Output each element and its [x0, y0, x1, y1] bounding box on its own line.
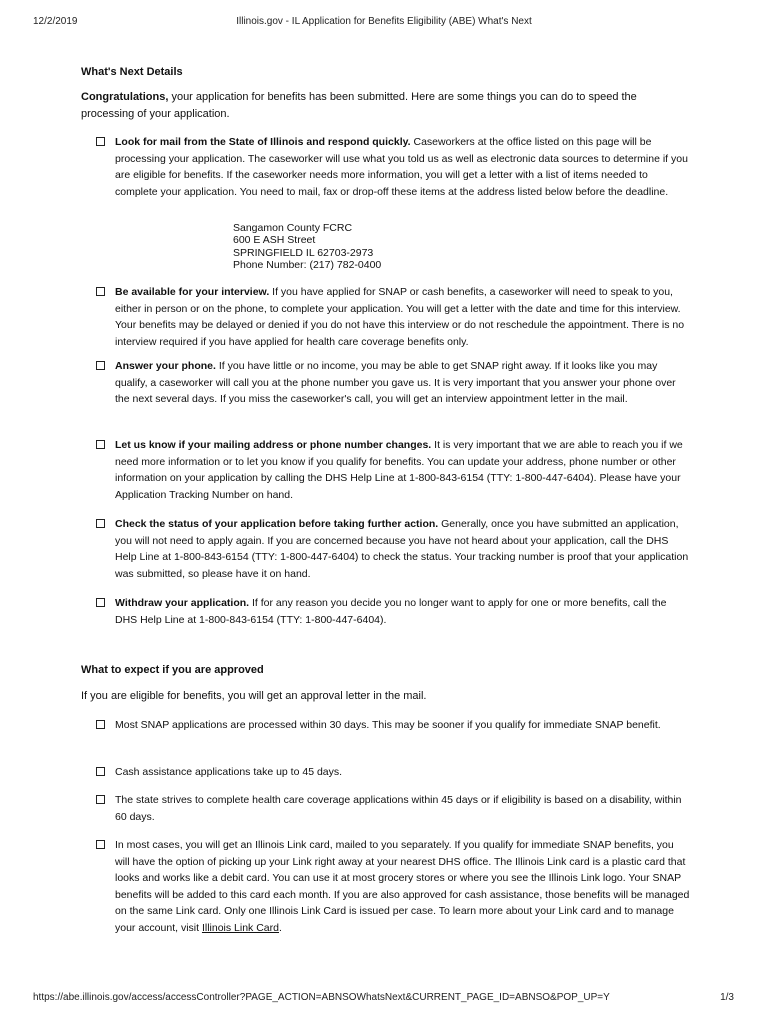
checklist-item-phone: [96, 358, 691, 408]
item-text: Cash assistance applications take up to 45 days.: [115, 766, 343, 778]
print-url: https://abe.illinois.gov/access/accessController?PAGE_ACTION=ABNSOWhatsNext&CURRENT_PAGE_ID=ABNSO&POP_UP=Y: [33, 992, 610, 1003]
checkbox[interactable]: [96, 519, 105, 528]
print-page-title: Illinois.gov - IL Application for Benefits Eligibility (ABE) What's Next: [236, 16, 532, 27]
office-address: [233, 222, 381, 272]
office-city: SPRINGFIELD IL 62703-2973: [233, 246, 374, 259]
print-date: 12/2/2019: [33, 16, 78, 27]
office-name: Sangamon County FCRC: [233, 222, 353, 234]
item-bold: Let us know if your mailing address or phone number changes.: [115, 439, 432, 451]
page-number: 1/3: [720, 992, 734, 1003]
congrats-text: your application for benefits has been submitted. Here are some things you can do to speed the processing of your application.: [81, 91, 637, 120]
approved-heading: What to expect if you are approved: [81, 664, 264, 676]
illinois-link-card-link[interactable]: Illinois Link Card: [201, 921, 279, 934]
item-bold: Withdraw your application.: [115, 597, 250, 609]
item-bold: Be available for your interview.: [115, 286, 270, 298]
item-bold: Answer your phone.: [115, 360, 216, 372]
office-phone: Phone Number: (217) 782-0400: [233, 259, 382, 272]
item-text: In most cases, you will get an Illinois Link card, mailed to you separately. If you qualify for immediate SNAP benefits, you will have the option of picking up your Link right away at your nearest DHS office. The Illinois Link card is a plastic card that looks and works like a debit card. You can use it at most grocery stores or where you see the Illinois Link logo. Your SNAP benefits will be added to this card each month. If you are also approved for cash assistance, those benefits will be managed on the same Link card. Only one Illinois Link Card is issued per case. To learn more about your Link card and to manage your account, visit: [115, 839, 690, 934]
checklist-item-status: [96, 516, 691, 582]
checklist-item-withdraw: [96, 595, 691, 628]
approved-intro: If you are eligible for benefits, you will get an approval letter in the mail.: [81, 690, 427, 702]
whats-next-heading: What's Next Details: [81, 66, 183, 78]
congrats-bold: Congratulations,: [81, 91, 169, 103]
item-bold: Check the status of your application before taking further action.: [115, 518, 439, 530]
item-text: Most SNAP applications are processed within 30 days. This may be sooner if you qualify for immediate SNAP benefit.: [115, 719, 661, 731]
checklist-item-interview: [96, 284, 691, 350]
checkbox[interactable]: [96, 767, 105, 776]
checklist-item-address-change: [96, 437, 691, 503]
office-street: 600 E ASH Street: [233, 234, 316, 247]
checkbox[interactable]: [96, 720, 105, 729]
approved-item-cash: [96, 764, 691, 781]
item-text: Generally, once you have submitted an application, you will not need to apply again. If you are concerned because you have not heard about your application, call the DHS Help Line at 1-800-843-6154 (TTY: 1-800-447-6404) to check the status. Your tracking number is proof that your application was submitted, so please have it on hand.: [115, 518, 689, 580]
approved-item-snap: [96, 717, 691, 734]
item-bold: Look for mail from the State of Illinois and respond quickly.: [115, 136, 411, 148]
checkbox[interactable]: [96, 137, 105, 146]
item-text: It is very important that we are able to reach you if we need more information or to let you know if you qualify for benefits. You can update your address, phone number or other information on your application by calling the DHS Help Line at 1-800-843-6154 (TTY: 1-800-447-6404). Please have your Application Tracking Number on hand.: [115, 439, 683, 501]
checkbox[interactable]: [96, 361, 105, 370]
checkbox[interactable]: [96, 440, 105, 449]
checkbox[interactable]: [96, 598, 105, 607]
checklist-item-mail: [96, 134, 691, 200]
item-text: If for any reason you decide you no longer want to apply for one or more benefits, call the DHS Help Line at 1-800-843-6154 (TTY: 1-800-447-6404).: [115, 597, 667, 626]
checkbox[interactable]: [96, 287, 105, 296]
item-text: Caseworkers at the office listed on this page will be processing your application. The caseworker will use what you told us as well as electronic data sources to determine if you are eligible for benefits. If the caseworker needs more information, you will get a letter with a list of items needed to complete your application. You need to mail, fax or drop-off these items at the address listed below before the deadline.: [115, 136, 688, 198]
congrats-paragraph: [81, 89, 681, 123]
checkbox[interactable]: [96, 795, 105, 804]
item-text-suffix: .: [279, 921, 282, 934]
checkbox[interactable]: [96, 840, 105, 849]
item-text: If you have applied for SNAP or cash benefits, a caseworker will need to speak to you, either in person or on the phone, to complete your application. You will get a letter with the date and time for this interview. Your benefits may be delayed or denied if you do not have this interview or do not reschedule the appointment. There is no interview required if you have applied for health care coverage benefits only.: [115, 286, 685, 348]
item-text: If you have little or no income, you may be able to get SNAP right away. If it looks like you may qualify, a caseworker will call you at the phone number you gave us. It is very important that you answer your phone over the next several days. If you miss the caseworker's call, you will get an interview appointment letter in the mail.: [115, 360, 676, 406]
item-text: The state strives to complete health care coverage applications within 45 days or if eligibility is based on a disability, within 60 days.: [115, 794, 682, 823]
approved-item-link-card: [96, 837, 691, 937]
approved-item-health: [96, 792, 691, 825]
